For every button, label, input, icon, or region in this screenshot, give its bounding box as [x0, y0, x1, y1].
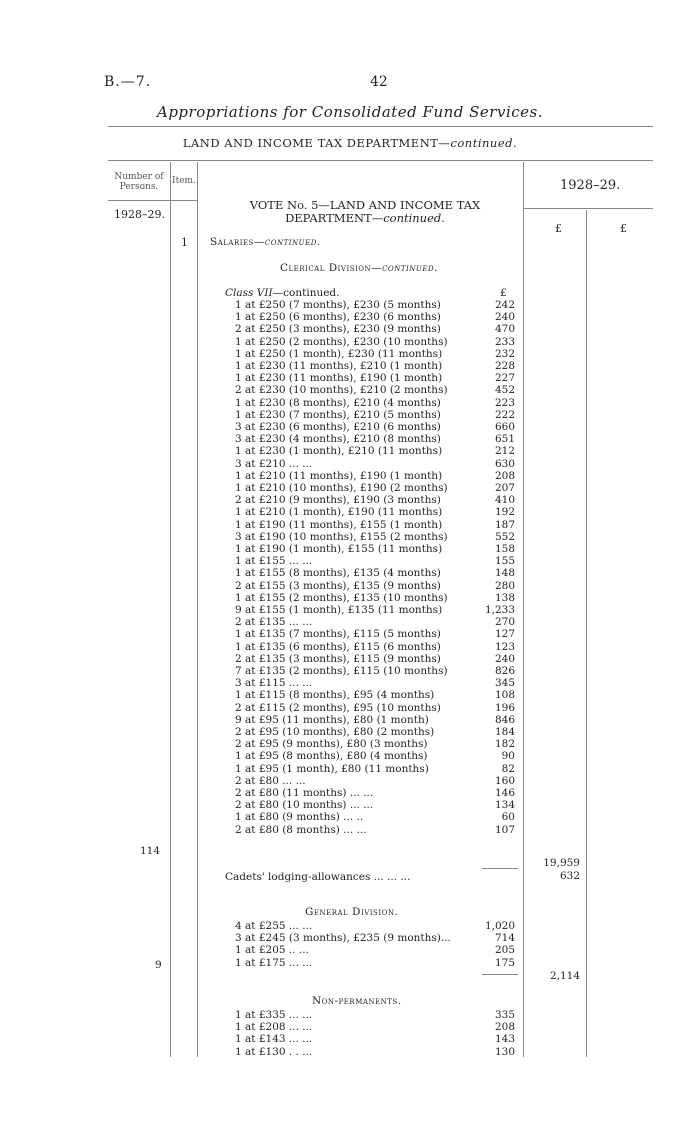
row-amount: 335 — [494, 1009, 515, 1021]
row-description: 2 at £155 (3 months), £135 (9 months) — [235, 579, 441, 592]
general-sum-rule — [482, 974, 518, 975]
column-rule-money — [586, 210, 587, 1057]
class-pound-sign: £ — [500, 287, 507, 299]
row-description: 3 at £210 ... ... — [235, 457, 313, 470]
row-description: 1 at £155 (2 months), £135 (10 months) — [235, 591, 448, 604]
row-description: 4 at £255 ... ... — [235, 920, 313, 932]
row-amount: 470 — [494, 323, 515, 336]
row-description: 1 at £210 (11 months), £190 (1 month) — [235, 469, 443, 482]
table-top-rule — [108, 160, 653, 161]
pound-sign-col1: £ — [555, 222, 562, 235]
row-description: 2 at £80 ... ... — [235, 774, 306, 787]
row-description: 1 at £80 (9 months) ... .. — [235, 811, 364, 824]
row-amount: 158 — [494, 543, 515, 555]
item-number: 1 — [181, 236, 188, 249]
row-amount: 196 — [494, 701, 515, 714]
row-description: 3 at £245 (3 months), £235 (9 months)... — [235, 932, 451, 945]
salaries-label: Salaries— — [210, 236, 265, 248]
row-amount: 228 — [494, 360, 515, 372]
row-amount: 192 — [494, 506, 515, 519]
header-rule-right — [523, 208, 653, 209]
year-right: 1928–29. — [560, 178, 621, 193]
row-description: 3 at £230 (6 months), £210 (6 months) — [235, 421, 441, 433]
vote-title: VOTE No. 5—LAND AND INCOME TAX — [249, 198, 481, 212]
class-label: Class VII — [225, 287, 273, 299]
column-header-persons: Number of Persons. — [114, 172, 164, 192]
row-amount: 127 — [494, 628, 515, 641]
row-amount: 1,020 — [484, 920, 515, 932]
row-amount: 714 — [494, 932, 515, 945]
page-reference: B.—7. — [104, 74, 152, 90]
row-amount: 846 — [494, 713, 515, 726]
row-amount: 227 — [494, 372, 515, 385]
row-description: 2 at £115 (2 months), £95 (10 months) — [235, 701, 441, 714]
row-amount: 123 — [494, 640, 515, 653]
salaries-heading — [210, 236, 321, 248]
row-amount: 242 — [494, 299, 515, 311]
clerical-continued: continued. — [382, 262, 438, 274]
row-amount: 107 — [494, 823, 515, 836]
row-description: 1 at £95 (8 months), £80 (4 months) — [235, 750, 428, 763]
department-continued: continued. — [450, 136, 518, 150]
row-amount: 232 — [494, 347, 515, 360]
row-description: 2 at £250 (3 months), £230 (9 months) — [235, 323, 441, 336]
row-amount: 208 — [494, 469, 515, 482]
vote-department: DEPARTMENT— — [285, 211, 384, 225]
row-amount: 207 — [494, 482, 515, 494]
class-heading — [225, 287, 340, 299]
clerical-persons-count: 114 — [140, 845, 161, 857]
row-description: 9 at £95 (11 months), £80 (1 month) — [235, 713, 429, 726]
row-description: 1 at £230 (11 months), £190 (1 month) — [235, 372, 443, 385]
column-rule-persons — [170, 162, 171, 1057]
column-rule-detail — [523, 162, 524, 1057]
row-amount: 223 — [494, 396, 515, 409]
department-name: LAND AND INCOME TAX DEPARTMENT— — [182, 136, 451, 150]
row-description: 1 at £250 (6 months), £230 (6 months) — [235, 311, 441, 324]
row-description: 1 at £335 ... ... — [235, 1009, 313, 1021]
row-description: 1 at £155 (8 months), £135 (4 months) — [235, 567, 441, 580]
row-amount: 452 — [494, 384, 515, 397]
row-amount: 130 — [494, 1045, 515, 1058]
row-amount: 182 — [494, 738, 515, 751]
row-amount: 60 — [501, 811, 515, 824]
general-persons-count: 9 — [155, 959, 162, 971]
row-description: 1 at £230 (1 month), £210 (11 months) — [235, 445, 443, 458]
row-description: 2 at £230 (10 months), £210 (2 months) — [235, 384, 448, 397]
row-amount: 630 — [494, 457, 515, 470]
row-description: 1 at £230 (11 months), £210 (1 month) — [235, 360, 443, 372]
general-total: 2,114 — [549, 970, 580, 982]
clerical-total: 19,959 — [543, 857, 580, 869]
row-amount: 240 — [494, 311, 515, 324]
row-amount: 208 — [494, 1021, 515, 1034]
row-description: 2 at £80 (10 months) ... ... — [235, 799, 374, 812]
row-description: 1 at £115 (8 months), £95 (4 months) — [235, 689, 435, 702]
row-description: 1 at £130 . . ... — [235, 1045, 313, 1058]
row-description: 7 at £135 (2 months), £115 (10 months) — [235, 665, 448, 677]
row-description: 2 at £135 (3 months), £115 (9 months) — [235, 652, 441, 665]
row-description: 1 at £250 (2 months), £230 (10 months) — [235, 335, 448, 348]
row-description: 2 at £95 (9 months), £80 (3 months) — [235, 738, 428, 751]
row-description: 3 at £230 (4 months), £210 (8 months) — [235, 433, 441, 446]
row-amount: 552 — [494, 530, 515, 543]
row-description: 1 at £190 (11 months), £155 (1 month) — [235, 518, 443, 531]
clerical-sum-rule — [482, 868, 518, 869]
salaries-continued: continued. — [264, 236, 321, 248]
header-rule-left — [108, 200, 198, 201]
row-amount: 134 — [494, 799, 515, 812]
row-amount: 146 — [494, 787, 515, 799]
row-amount: 826 — [494, 665, 515, 677]
row-amount: 148 — [494, 567, 515, 580]
column-header-item: Item. — [172, 176, 196, 186]
title-rule — [108, 126, 653, 127]
row-description: 1 at £155 ... ... — [235, 555, 313, 568]
row-amount: 660 — [494, 421, 515, 433]
pound-sign-col2: £ — [620, 222, 627, 235]
page-number: 42 — [370, 74, 388, 90]
cadets-amount: 632 — [559, 870, 580, 882]
vote-subtitle — [220, 211, 510, 225]
row-description: 3 at £190 (10 months), £155 (2 months) — [235, 530, 448, 543]
row-amount: 155 — [494, 555, 515, 568]
row-amount: 184 — [494, 726, 515, 738]
cadets-description: Cadets' lodging-allowances ... ... ... — [225, 871, 411, 883]
row-description: 1 at £95 (1 month), £80 (11 months) — [235, 762, 429, 775]
row-amount: 187 — [494, 518, 515, 531]
row-amount: 1,233 — [484, 604, 515, 616]
row-description: 1 at £143 ... ... — [235, 1033, 313, 1046]
row-description: 3 at £115 ... ... — [235, 677, 313, 690]
general-division-heading: General Division. — [305, 906, 399, 918]
clerical-label: Clerical Division— — [280, 262, 383, 274]
year-left: 1928–29. — [114, 208, 165, 221]
row-description: 1 at £250 (1 month), £230 (11 months) — [235, 347, 443, 360]
row-amount: 82 — [501, 762, 515, 775]
vote-continued: continued. — [383, 211, 445, 225]
row-description: 2 at £135 ... ... — [235, 616, 313, 629]
row-amount: 138 — [494, 591, 515, 604]
row-description: 1 at £135 (7 months), £115 (5 months) — [235, 628, 441, 641]
row-amount: 108 — [494, 689, 515, 702]
row-amount: 160 — [494, 774, 515, 787]
row-amount: 270 — [494, 616, 515, 629]
class-continued: —continued. — [272, 287, 340, 299]
clerical-division-heading — [280, 262, 438, 274]
row-amount: 651 — [494, 433, 515, 446]
row-amount: 143 — [494, 1033, 515, 1046]
row-description: 2 at £95 (10 months), £80 (2 months) — [235, 726, 435, 738]
row-amount: 240 — [494, 652, 515, 665]
row-description: 2 at £210 (9 months), £190 (3 months) — [235, 494, 441, 507]
row-description: 1 at £175 ... ... — [235, 956, 313, 969]
row-description: 1 at £208 ... ... — [235, 1021, 313, 1034]
row-description: 1 at £135 (6 months), £115 (6 months) — [235, 640, 441, 653]
row-amount: 90 — [501, 750, 515, 763]
row-amount: 345 — [494, 677, 515, 690]
row-description: 1 at £190 (1 month), £155 (11 months) — [235, 543, 443, 555]
row-amount: 175 — [494, 956, 515, 969]
row-description: 1 at £210 (1 month), £190 (11 months) — [235, 506, 443, 519]
row-amount: 410 — [494, 494, 515, 507]
department-heading — [0, 136, 700, 150]
row-amount: 280 — [494, 579, 515, 592]
row-description: 1 at £230 (7 months), £210 (5 months) — [235, 408, 441, 421]
row-description: 1 at £230 (8 months), £210 (4 months) — [235, 396, 441, 409]
row-amount: 205 — [494, 944, 515, 957]
row-description: 9 at £155 (1 month), £135 (11 months) — [235, 604, 443, 616]
row-amount: 233 — [494, 335, 515, 348]
column-rule-item — [197, 162, 198, 1057]
row-description: 1 at £210 (10 months), £190 (2 months) — [235, 482, 448, 494]
row-description: 1 at £205 .. ... — [235, 944, 309, 957]
row-description: 2 at £80 (8 months) ... ... — [235, 823, 367, 836]
row-amount: 222 — [494, 408, 515, 421]
page-title: Appropriations for Consolidated Fund Services. — [156, 103, 543, 121]
row-description: 2 at £80 (11 months) ... ... — [235, 787, 374, 799]
row-amount: 212 — [494, 445, 515, 458]
row-description: 1 at £250 (7 months), £230 (5 months) — [235, 299, 441, 311]
non-permanents-heading: Non-permanents. — [312, 995, 402, 1007]
